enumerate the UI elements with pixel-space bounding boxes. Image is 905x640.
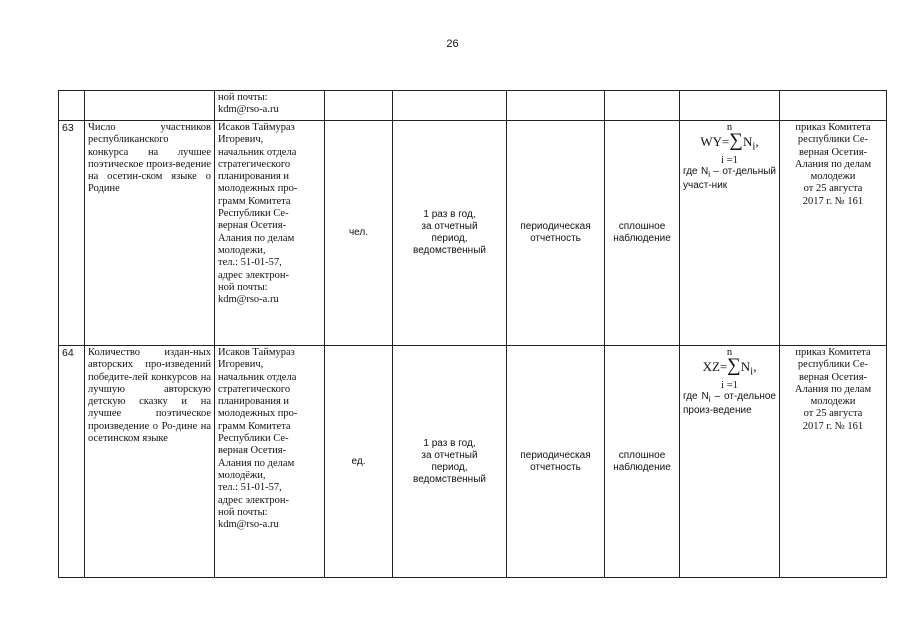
- page-number: 26: [446, 38, 459, 50]
- cell-formula: [680, 91, 780, 121]
- legal-source: приказ Комитета республики Се- верная Осетия- Алания по делам молодежи от 25 августа 2017 г. № 161: [780, 346, 887, 578]
- indicator-name: Количество издан-ных авторских про-изведений победите-лей конкурсов на лучшую авторскую детскую сказку и на лучшее поэтическое произведение о Ро-дине на осетинском языке: [85, 346, 215, 578]
- cell-source: [780, 91, 887, 121]
- row-number: 64: [59, 346, 85, 578]
- cell-unit: [325, 91, 393, 121]
- unit: ед.: [325, 346, 393, 578]
- cell-responsible: ной почты: kdm@rso-a.ru: [215, 91, 325, 121]
- reporting-form: периодическая отчетность: [507, 121, 605, 346]
- formula-block: n $WY=\sum N_i$, i =1: [700, 122, 759, 166]
- formula-block: n $XZ=\sum N_i$, i =1: [702, 347, 757, 391]
- table-row-continuation: [59, 91, 887, 121]
- formula-note: где $N_i$ – от-дельный участ-ник: [683, 165, 776, 191]
- legal-source: приказ Комитета республики Се- верная Осетия- Алания по делам молодежи от 25 августа 2017 г. № 161: [780, 121, 887, 346]
- cell-reporting: [507, 91, 605, 121]
- calculation-formula: [680, 121, 780, 346]
- indicator-name: Число участников республиканского конкурса на лучшее поэтическое произ-ведение на осетин-ском языке о Родине: [85, 121, 215, 346]
- formula-note: где $N_i$ – от-дельное произ-ведение: [683, 390, 776, 416]
- observation-method: сплошное наблюдение: [605, 346, 680, 578]
- cell-name: [85, 91, 215, 121]
- responsible-person: Исаков Таймураз Игоревич, начальник отдела стратегического планирования и молодежных про- грамм Комитета Республики Се- верная Осетия- Алания по делам молодёжи, тел.: 51-01-57, адрес электрон- ной почты: kdm@rso-a.ru: [215, 346, 325, 578]
- table-row: [59, 346, 887, 578]
- cell-frequency: [393, 91, 507, 121]
- frequency: 1 раз в год, за отчетный период, ведомственный: [393, 346, 507, 578]
- row-number: 63: [59, 121, 85, 346]
- indicators-table: [58, 90, 887, 578]
- cell-number: [59, 91, 85, 121]
- responsible-person: Исаков Таймураз Игоревич, начальник отдела стратегического планирования и молодежных про- грамм Комитета Республики Се- верная Осетия- Алания по делам молодежи, тел.: 51-01-57, адрес электрон- ной почты: kdm@rso-a.ru: [215, 121, 325, 346]
- sigma-symbol: ∑: [729, 130, 743, 151]
- reporting-form: периодическая отчетность: [507, 346, 605, 578]
- sigma-symbol: ∑: [727, 355, 741, 376]
- observation-method: сплошное наблюдение: [605, 121, 680, 346]
- unit: чел.: [325, 121, 393, 346]
- table-row: [59, 121, 887, 346]
- cell-observation: [605, 91, 680, 121]
- calculation-formula: [680, 346, 780, 578]
- frequency: 1 раз в год, за отчетный период, ведомственный: [393, 121, 507, 346]
